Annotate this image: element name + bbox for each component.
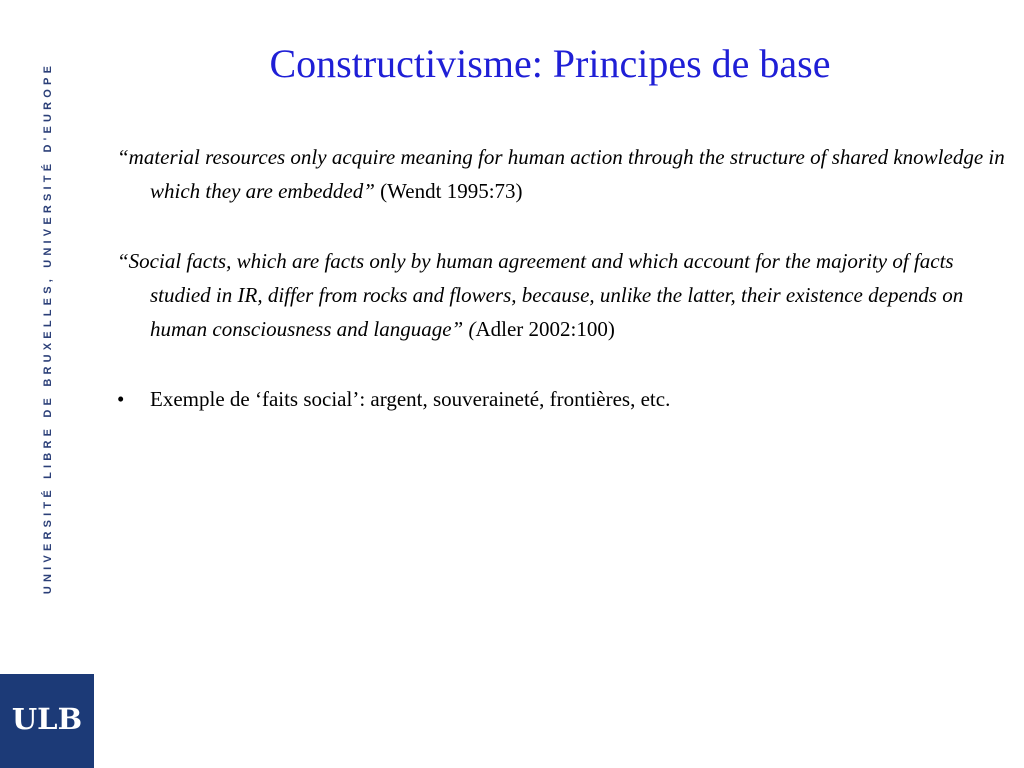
bullet-text: Exemple de ‘faits social’: argent, souveraineté, frontières, etc. [150,387,671,411]
list-item [117,382,1007,416]
bullet-list [117,382,1007,416]
ulb-logo-text: ULB [11,702,83,736]
slide-title: Constructivisme: Principes de base [269,41,831,86]
quote-adler [117,244,1007,346]
quote-wendt-text: “material resources only acquire meaning for human action through the structure of shared knowledge in which they are embedded” [117,145,1005,203]
quote-wendt [117,140,1007,208]
university-name-text: UNIVERSITÉ LIBRE DE BRUXELLES, UNIVERSITÉ D'EUROPE [42,61,54,595]
quote-wendt-citation: (Wendt 1995:73) [374,179,523,203]
bullet-marker: • [117,387,125,411]
sidebar-band [0,0,94,672]
slide-content [117,140,1007,416]
ulb-logo [0,674,94,768]
quote-adler-citation: Adler 2002:100) [475,317,615,341]
quote-adler-text: “Social facts, which are facts only by human agreement and which account for the majority of facts studied in IR, differ from rocks and flowers, because, unlike the latter, their existence depends on human consciousness and language” ( [117,249,964,341]
